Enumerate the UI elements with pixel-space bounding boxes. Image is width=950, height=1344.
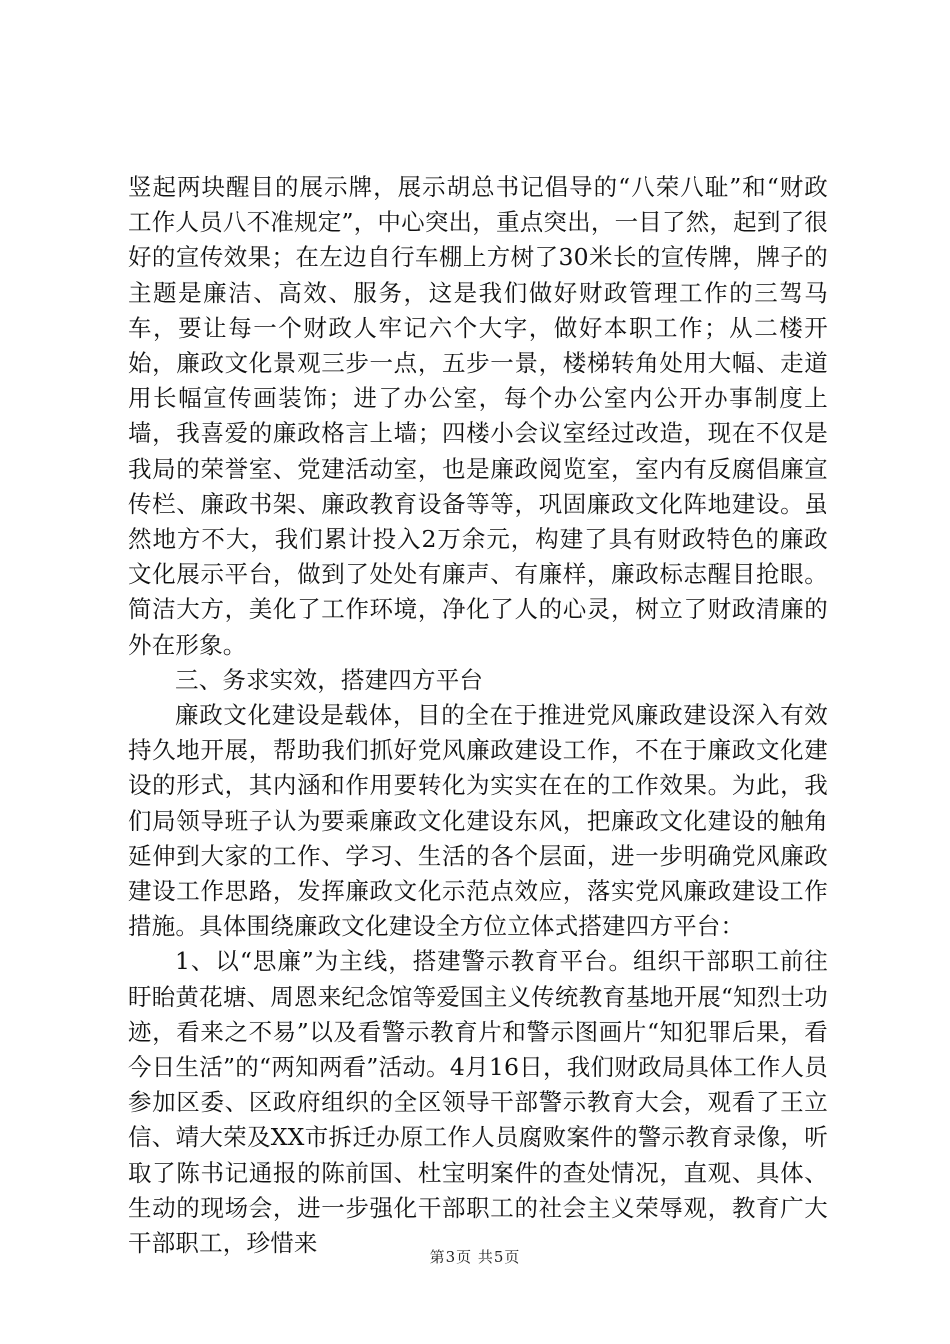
document-body [128, 170, 828, 1261]
paragraph-exhibit-boards: 竖起两块醒目的展示牌，展示胡总书记倡导的“八荣八耻”和“财政工作人员八不准规定”，中心突出，重点突出，一目了然，起到了很好的宣传效果；在左边自行车棚上方树了30米长的宣传牌，牌子的主题是廉洁、高效、服务，这是我们做好财政管理工作的三驾马车，要让每一个财政人牢记六个大字，做好本职工作；从二楼开始，廉政文化景观三步一点，五步一景，楼梯转角处用大幅、走道用长幅宣传画装饰；进了办公室，每个办公室内公开办事制度上墙，我喜爱的廉政格言上墙；四楼小会议室经过改造，现在不仅是我局的荣誉室、党建活动室，也是廉政阅览室，室内有反腐倡廉宣传栏、廉政书架、廉政教育设备等等，巩固廉政文化阵地建设。虽然地方不大，我们累计投入2万余元，构建了具有财政特色的廉政文化展示平台，做到了处处有廉声、有廉样，廉政标志醒目抢眼。简洁大方，美化了工作环境，净化了人的心灵，树立了财政清廉的外在形象。 [128, 173, 828, 659]
section-heading-four-platforms: 三、务求实效，搭建四方平台 [175, 665, 484, 694]
page-number-footer: 第3页 共5页 [429, 1248, 521, 1266]
paragraph-culture-carrier: 廉政文化建设是载体，目的全在于推进党风廉政建设深入有效持久地开展，帮助我们抓好党风廉政建设工作，不在于廉政文化建设的形式，其内涵和作用要转化为实实在在的工作效果。为此，我们局领导班子认为要乘廉政文化建设东风，把廉政文化建设的触角延伸到大家的工作、学习、生活的各个层面，进一步明确党风廉政建设工作思路，发挥廉政文化示范点效应，落实党风廉政建设工作措施。具体围绕廉政文化建设全方位立体式搭建四方平台： [128, 701, 828, 941]
paragraph-warning-education: 1、以“思廉”为主线，搭建警示教育平台。组织干部职工前往盱眙黄花塘、周恩来纪念馆等爱国主义传统教育基地开展“知烈士功迹，看来之不易”以及看警示教育片和警示图画片“知犯罪后果，看今日生活”的“两知两看”活动。4月16日，我们财政局具体工作人员参加区委、区政府组织的全区领导干部警示教育大会，观看了王立信、靖大荣及XX市拆迁办原工作人员腐败案件的警示教育录像，听取了陈书记通报的陈前国、杜宝明案件的查处情况，直观、具体、生动的现场会，进一步强化干部职工的社会主义荣辱观，教育广大干部职工，珍惜来 [128, 947, 828, 1258]
